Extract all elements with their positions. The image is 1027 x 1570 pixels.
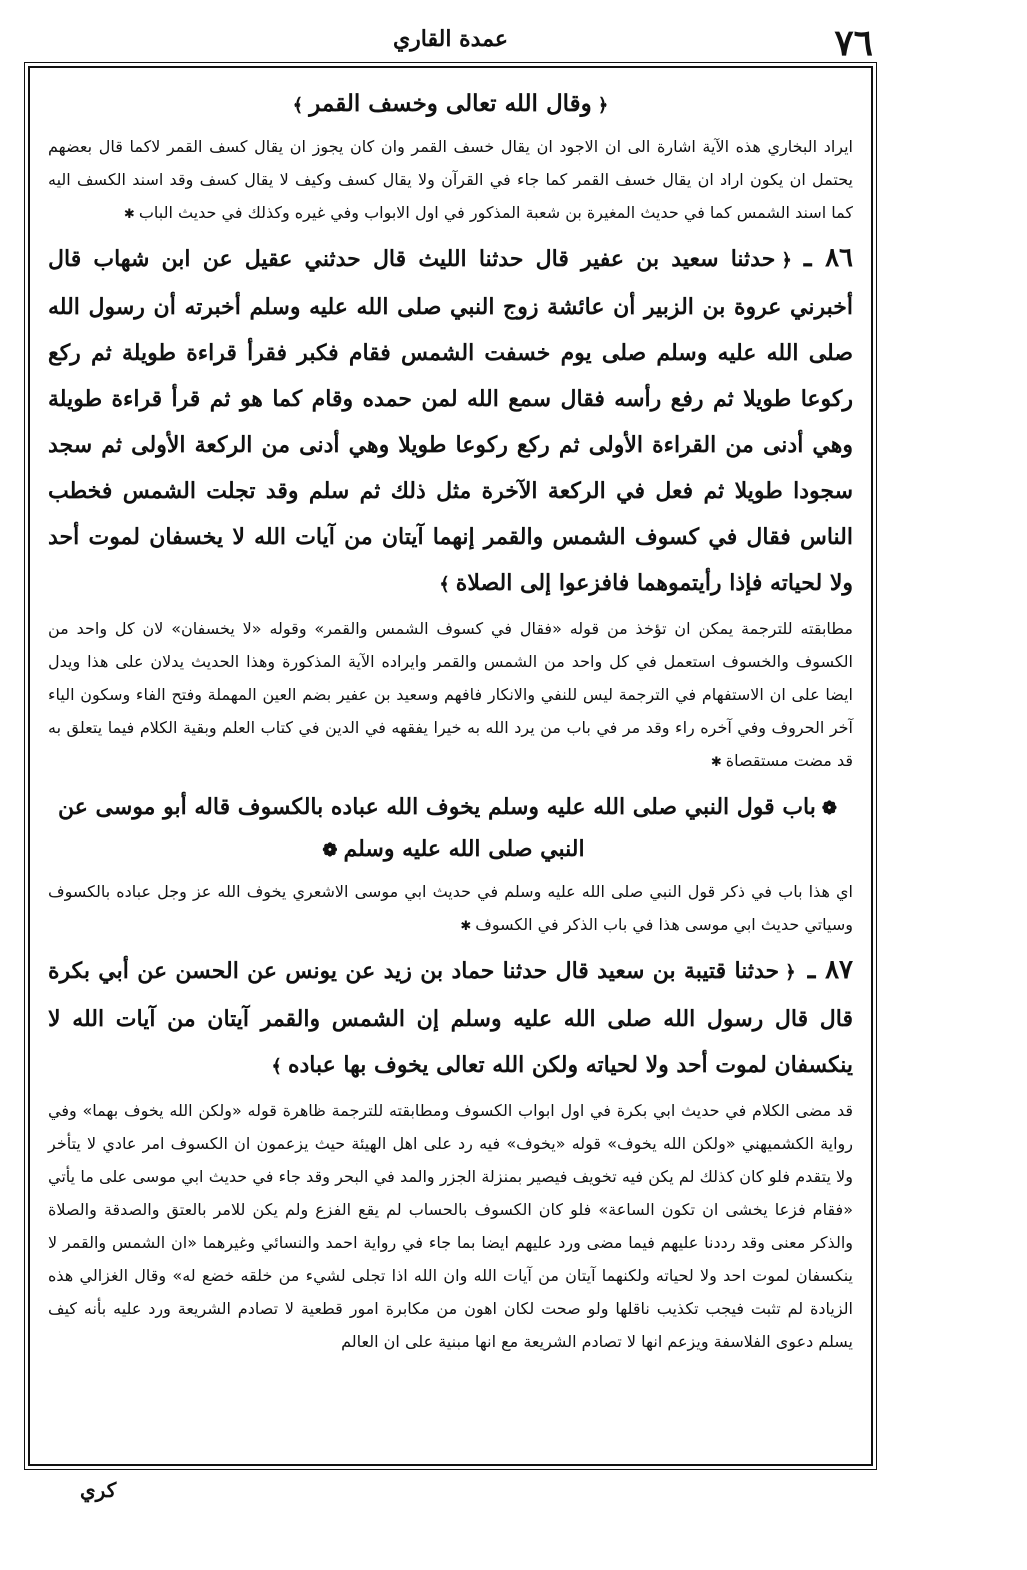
commentary-paragraph <box>48 1094 853 1358</box>
hadith-86 <box>48 235 853 608</box>
section-heading-text: باب قول النبي صلى الله عليه وسلم يخوف الله عباده بالكسوف قاله أبو موسى عن النبي صلى الله عليه وسلم <box>58 794 816 862</box>
end-mark-icon: ✱ <box>460 919 472 934</box>
ornament-close-icon: ❁ <box>322 840 338 861</box>
footer-signature: كري <box>80 1478 117 1502</box>
commentary-paragraph <box>48 612 853 779</box>
ornament-open-icon: ﴿ <box>597 95 609 116</box>
page-number: ٧٦ <box>834 22 873 64</box>
commentary-text: ايراد البخاري هذه الآية اشارة الى ان الاجود ان يقال خسف القمر وان كان يجوز ان يقال كسف القمر لاكما قال بعضهم يحتمل ان يكون اراد ان يقال خسف القمر كما جاء في القرآن ولا يقال كسف وكيف لا يقال كسف وقد اسند الكسف اليه كما اسند الشمس كما في حديث المغيرة بن شعبة المذكور في اول الابواب وفي غيره وكذلك في حديث الباب <box>48 137 853 222</box>
hadith-87 <box>48 947 853 1090</box>
ornament-close-icon: ﴾ <box>292 95 304 116</box>
section-heading-bab <box>48 787 853 871</box>
end-mark-icon: ✱ <box>123 207 135 222</box>
hadith-text: حدثنا قتيبة بن سعيد قال حدثنا حماد بن زيد عن يونس عن الحسن عن أبي بكرة قال قال رسول الله صلى الله عليه وسلم إن الشمس والقمر آيتان من آيات الله لا ينكسفان لموت أحد ولا لحياته ولكن الله تعالى يخوف بها عباده <box>48 958 853 1078</box>
section-heading-verse <box>48 84 853 126</box>
commentary-paragraph <box>48 875 853 943</box>
ornament-open-icon: ﴿ <box>781 250 792 271</box>
hadith-text: حدثنا سعيد بن عفير قال حدثنا الليث قال حدثني عقيل عن ابن شهاب قال أخبرني عروة بن الزبير أن عائشة زوج النبي صلى الله عليه وسلم أخبرته أن رسول الله صلى الله عليه وسلم صلى يوم خسفت الشمس فقام فكبر فقرأ قراءة طويلة ثم ركع ركوعا طويلا ثم رفع رأسه فقال سمع الله لمن حمده وقام كما هو ثم قرأ قراءة طويلة وهي أدنى من القراءة الأولى ثم ركع ركوعا طويلا وهي أدنى من الركعة الأولى ثم سجد سجودا طويلا ثم فعل في الركعة الآخرة مثل ذلك ثم سلم وقد تجلت الشمس فخطب الناس فقال في كسوف الشمس والقمر إنهما آيتان من آيات الله لا يخسفان لموت أحد ولا لحياته فإذا رأيتموهما فافزعوا إلى الصلاة <box>48 246 853 596</box>
text-frame <box>28 66 873 1466</box>
running-title: عمدة القاري <box>392 26 509 52</box>
hadith-number: ٨٦ ـ <box>803 243 854 273</box>
hadith-number: ٨٧ ـ <box>807 955 853 985</box>
ornament-open-icon: ❁ <box>821 798 837 819</box>
end-mark-icon: ✱ <box>710 755 722 770</box>
ornament-close-icon: ﴾ <box>271 1056 282 1077</box>
ornament-open-icon: ﴿ <box>785 962 796 983</box>
page-header <box>28 22 873 64</box>
commentary-text: اي هذا باب في ذكر قول النبي صلى الله عليه وسلم في حديث ابي موسى الاشعري يخوف الله عز وجل عباده بالكسوف وسياتي حديث ابي موسى هذا في باب الذكر في الكسوف <box>48 882 853 934</box>
commentary-text: قد مضى الكلام في حديث ابي بكرة في اول ابواب الكسوف ومطابقته للترجمة ظاهرة قوله «ولكن الله يخوف بهما» وفي رواية الكشميهني «ولكن الله يخوف» قوله «يخوف» فيه رد على اهل الهيئة حيث يزعمون ان الكسوف امر عادي لا يتأخر ولا يتقدم فلو كان كذلك لم يكن فيه تخويف فيصير بمنزلة الجزر والمد في البحر وقد جاء في حديث ابي موسى على ما يأتي «فقام فزعا يخشى ان تكون الساعة» فلو كان الكسوف بالحساب لم يقع الفزع ولم يكن للامر بالعتق والصدقة والصلاة والذكر معنى وقد رددنا عليهم فيما مضى ورد عليهم ايضا بما جاء في رواية احمد والنسائي وغيرهما «ان الشمس والقمر لا ينكسفان لموت احد ولا لحياته ولكنهما آيتان من آيات الله وان الله اذا تجلى لشيء من خلقه خضع له» وقال الغزالي هذه الزيادة لم تثبت فيجب تكذيب ناقلها ولو صحت لكان اهون من مكابرة امور قطعية لا تصادم الشريعة ورد عليه بأنه كيف يسلم دعوى الفلاسفة ويزعم انها لا تصادم الشريعة مع انها مبنية على ان العالم <box>48 1101 853 1351</box>
commentary-text: مطابقته للترجمة يمكن ان تؤخذ من قوله «فقال في كسوف الشمس والقمر» وقوله «لا يخسفان» لان كل واحد من الكسوف والخسوف استعمل في كل واحد من الشمس والقمر وايراده الآية المذكورة وهذا الحديث يدلان على هذا ويدل ايضا على ان الاستفهام في الترجمة ليس للنفي والانكار فافهم وسعيد بن عفير بضم العين المهملة وفتح الفاء وسكون الياء آخر الحروف وفي آخره راء وقد مر في باب من يرد الله به خيرا يفقهه في الدين في كتاب العلم وبقية الكلام فيما يتعلق به قد مضت مستقصاة <box>48 619 853 770</box>
section-heading-text: وقال الله تعالى وخسف القمر <box>309 90 592 117</box>
ornament-close-icon: ﴾ <box>439 574 450 595</box>
commentary-paragraph <box>48 130 853 231</box>
